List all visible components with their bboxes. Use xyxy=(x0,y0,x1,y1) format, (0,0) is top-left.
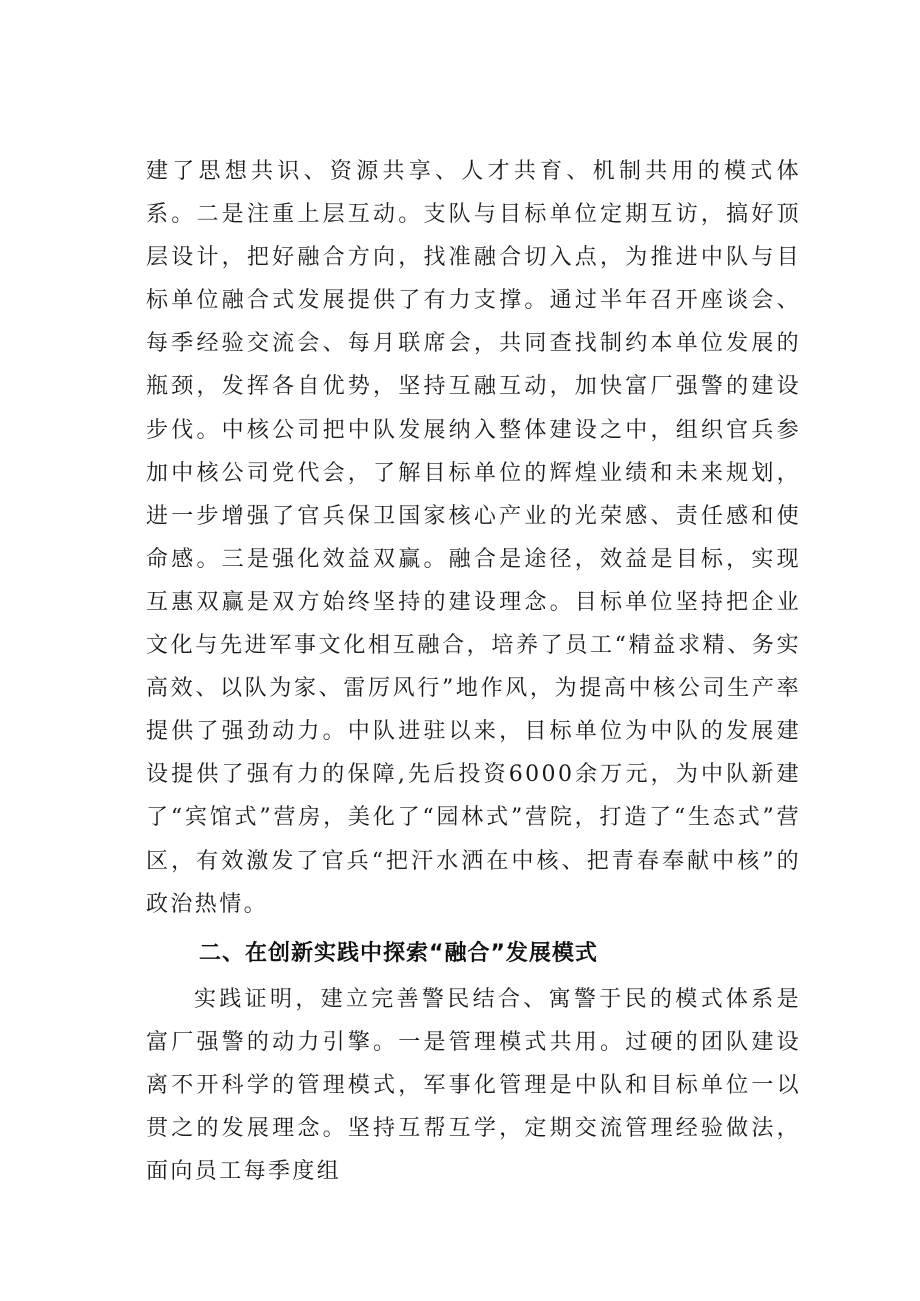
body-paragraph: 实践证明，建立完善警民结合、寓警于民的模式体系是富厂强警的动力引擎。一是管理模式共用。过硬的团队建设离不开科学的管理模式，军事化管理是中队和目标单位一以贯之的发展理念。坚持互帮互学，定期交流管理经验做法，面向员工每季度组 xyxy=(146,986,801,1185)
section-heading: 二、在创新实践中探索“融合”发展模式 xyxy=(199,940,598,966)
document-body xyxy=(146,150,801,1193)
body-paragraph-continued: 建了思想共识、资源共享、人才共育、机制共用的模式体系。二是注重上层互动。支队与目标单位定期互访，搞好顶层设计，把好融合方向，找准融合切入点，为推进中队与目标单位融合式发展提供了有力支撑。通过半年召开座谈会、每季经验交流会、每月联席会，共同查找制约本单位发展的瓶颈，发挥各自优势，坚持互融互动，加快富厂强警的建设步伐。中核公司把中队发展纳入整体建设之中，组织官兵参加中核公司党代会，了解目标单位的辉煌业绩和未来规划，进一步增强了官兵保卫国家核心产业的光荣感、责任感和使命感。三是强化效益双赢。融合是途径，效益是目标，实现互惠双赢是双方始终坚持的建设理念。目标单位坚持把企业文化与先进军事文化相互融合，培养了员工“精益求精、务实高效、以队为家、雷厉风行”地作风，为提高中核公司生产率提供了强劲动力。中队进驻以来，目标单位为中队的发展建设提供了强有力的保障,先后投资6000余万元，为中队新建了“宾馆式”营房，美化了“园林式”营院，打造了“生态式”营区，有效激发了官兵“把汗水洒在中核、把青春奉献中核”的政治热情。 xyxy=(146,159,801,917)
